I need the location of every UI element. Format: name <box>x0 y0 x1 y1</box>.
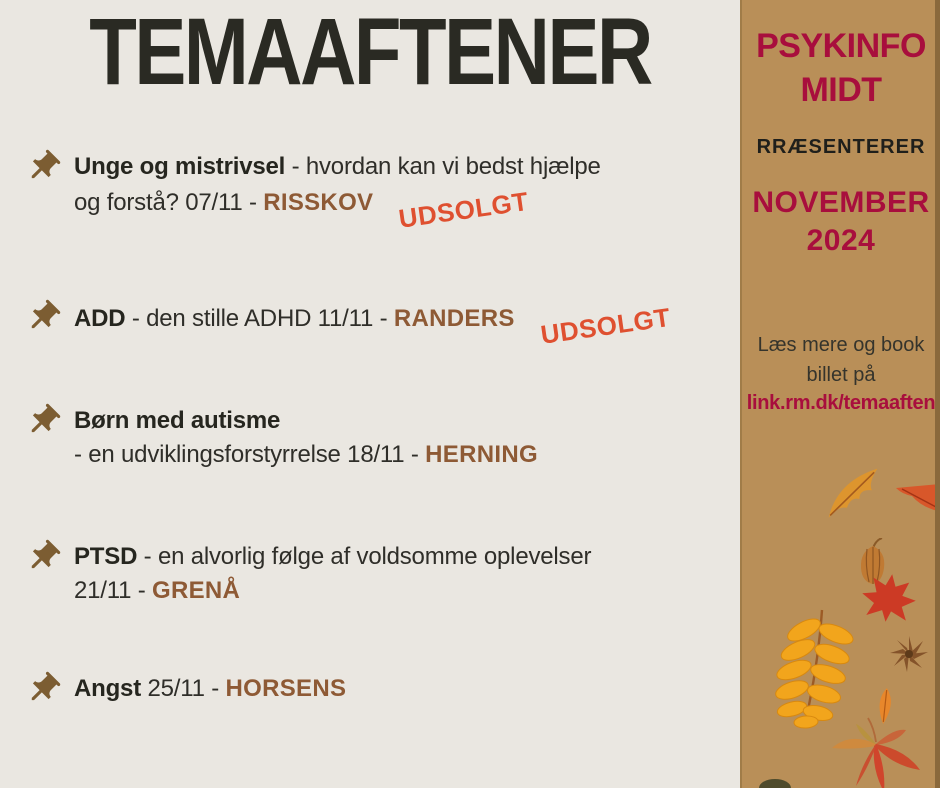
event-item-ptsd <box>24 540 714 608</box>
event-line <box>74 300 714 350</box>
event-location: RISSKOV <box>263 189 374 216</box>
event-location: HERNING <box>425 441 538 468</box>
event-item-unge-og-mistrivsel <box>24 150 714 234</box>
event-item-add <box>24 300 714 350</box>
event-location: HORSENS <box>225 675 347 702</box>
booking-url-link[interactable]: link.rm.dk/temaaften <box>746 392 936 414</box>
pushpin-icon <box>16 290 70 344</box>
creeper-leaf-icon <box>828 714 922 788</box>
event-description: 25/11 - <box>141 675 226 702</box>
event-line <box>74 438 714 472</box>
event-item-angst <box>24 672 714 706</box>
maple-leaf-icon <box>859 568 919 625</box>
pushpin-icon <box>16 530 70 584</box>
event-line <box>74 540 714 574</box>
event-item-born-med-autisme <box>24 404 714 472</box>
event-title: PTSD <box>74 543 138 570</box>
month-line1: NOVEMBER <box>752 186 930 219</box>
month-label <box>742 184 940 260</box>
event-description: - hvordan kan vi bedst hjælpe <box>285 153 601 180</box>
booking-line2: billet på <box>806 364 876 386</box>
event-title: Børn med autisme <box>74 407 281 434</box>
event-description: - en udviklingsforstyrrelse 18/11 - <box>74 441 426 468</box>
event-line <box>74 672 714 706</box>
event-text <box>74 404 714 472</box>
event-title: Angst <box>74 675 141 702</box>
brand-line2: MIDT <box>800 71 882 109</box>
event-text <box>74 300 714 350</box>
event-location: GRENÅ <box>152 577 241 604</box>
brand-line1: PSYKINFO <box>756 27 926 65</box>
event-description: - den stille ADHD 11/11 - <box>125 305 394 332</box>
presents-label: RRÆSENTERER <box>756 136 926 158</box>
dark-plant-icon <box>758 778 792 788</box>
booking-text <box>742 330 940 390</box>
event-line <box>74 184 714 234</box>
soldout-stamp: UDSOLGT <box>538 301 673 350</box>
event-line <box>74 574 714 608</box>
brand-name <box>742 24 940 112</box>
page-title: TEMAAFTENER <box>89 0 651 105</box>
booking-line1: Læs mere og book <box>757 334 925 356</box>
event-description: - en alvorlig følge af voldsomme oplevelser <box>137 543 592 570</box>
event-description: og forstå? 07/11 - <box>74 189 264 216</box>
event-description: 21/11 - <box>74 577 153 604</box>
red-leaf-fragment-icon <box>894 482 940 516</box>
event-location: RANDERS <box>393 305 515 332</box>
star-anise-icon <box>890 636 928 672</box>
event-text <box>74 672 714 706</box>
event-title: ADD <box>74 305 126 332</box>
event-title: Unge og mistrivsel <box>74 153 286 180</box>
sidebar <box>740 0 940 788</box>
pushpin-icon <box>16 140 70 194</box>
event-line <box>74 404 714 438</box>
oak-leaf-icon <box>816 461 893 524</box>
event-text <box>74 540 714 608</box>
month-line2: 2024 <box>806 224 876 257</box>
pushpin-icon <box>16 394 70 448</box>
event-line <box>74 150 714 184</box>
rowan-leaf-icon <box>770 608 864 730</box>
sidebar-edge <box>935 0 940 788</box>
event-text <box>74 150 714 234</box>
pushpin-icon <box>16 662 70 716</box>
soldout-stamp: UDSOLGT <box>397 185 531 234</box>
